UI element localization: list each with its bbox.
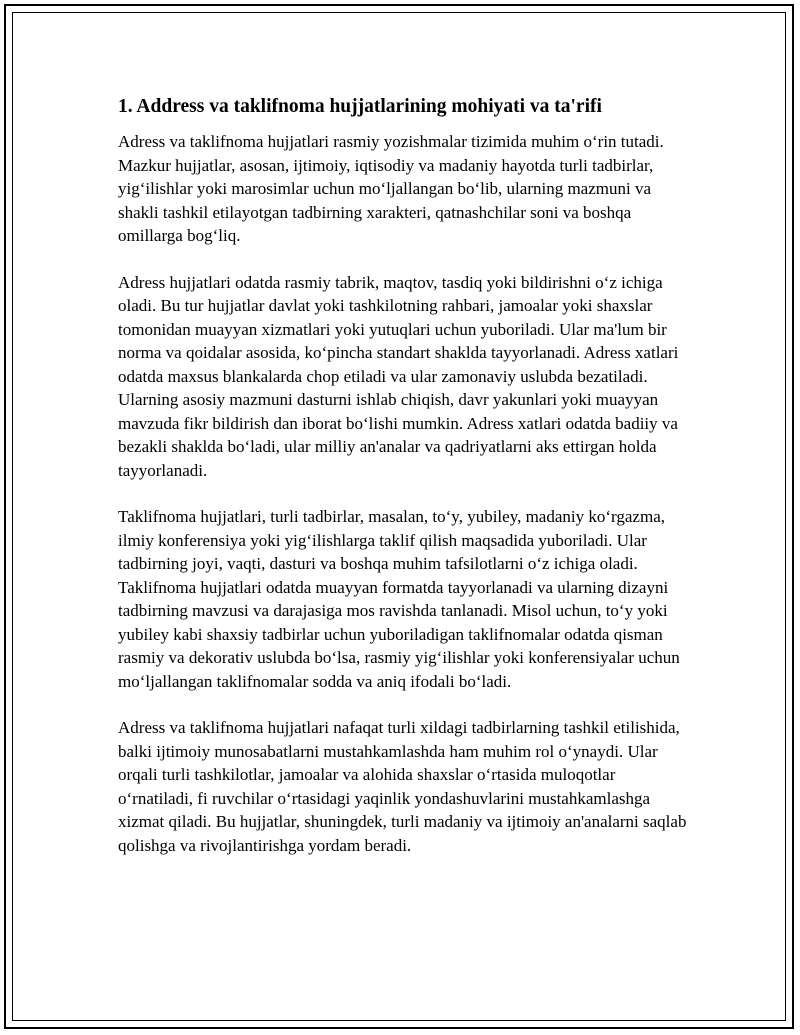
paragraph-3: Taklifnoma hujjatlari, turli tadbirlar, masalan, to‘y, yubiley, madaniy ko‘rgazma, ilmiy konferensiya yoki yig‘ilishlarga taklif qilish maqsadida yuboriladi. Ular tadbirning joyi, vaqti, dasturi va boshqa muhim tafsilotlarni o‘z ichiga oladi. Taklifnoma hujjatlari odatda muayyan formatda tayyorlanadi va ularning dizayni tadbirning mavzusi va darajasiga mos ravishda tanlanadi. Misol uchun, to‘y yoki yubiley kabi shaxsiy tadbirlar uchun yuboriladigan taklifnomalar odatda qisman rasmiy va dekorativ uslubda bo‘lsa, rasmiy yig‘ilishlar yoki konferensiyalar uchun mo‘ljallangan taklifnomalar sodda va aniq ifodali bo‘ladi. xyxy=(118,507,680,691)
paragraph-4: Adress va taklifnoma hujjatlari nafaqat turli xildagi tadbirlarning tashkil etilishida, balki ijtimoiy munosabatlarni mustahkamlashda ham muhim rol o‘ynaydi. Ular orqali turli tashkilotlar, jamoalar va alohida shaxslar o‘rtasida muloqotlar o‘rnatiladi, fi ruvchilar o‘rtasidagi yaqinlik yondashuvlarini mustahkamlashga xizmat qiladi. Bu hujjatlar, shuningdek, turli madaniy va ijtimoiy an'analarni saqlab qolishga va rivojlantirishga yordam beradi. xyxy=(118,718,687,855)
document-body xyxy=(118,94,690,880)
paragraph-1: Adress va taklifnoma hujjatlari rasmiy yozishmalar tizimida muhim o‘rin tutadi. Mazkur hujjatlar, asosan, ijtimoiy, iqtisodiy va madaniy hayotda turli tadbirlar, yig‘ilishlar yoki marosimlar uchun mo‘ljallangan bo‘lib, ularning mazmuni va shakli tashkil etilayotgan tadbirning xarakteri, qatnashchilar soni va boshqa omillarga bog‘liq. xyxy=(118,132,664,245)
paragraph-2: Adress hujjatlari odatda rasmiy tabrik, maqtov, tasdiq yoki bildirishni o‘z ichiga oladi. Bu tur hujjatlar davlat yoki tashkilotning rahbari, jamoalar yoki shaxslar tomonidan muayyan xizmatlari yoki yutuqlari uchun yuboriladi. Ular ma'lum bir norma va qoidalar asosida, ko‘pincha standart shaklda tayyorlanadi. Adress xatlari odatda maxsus blankalarda chop etiladi va ular zamonaviy uslubda bezatiladi. Ularning asosiy mazmuni dasturni ishlab chiqish, davr yakunlari yoki muayyan mavzuda fikr bildirish dan iborat bo‘lishi mumkin. Adress xatlari odatda badiiy va bezakli shaklda bo‘ladi, ular milliy an'analar va qadriyatlarni aks ettirgan holda tayyorlanadi. xyxy=(118,272,679,480)
section-heading: 1. Address va taklifnoma hujjatlarining mohiyati va ta'rifi xyxy=(118,96,602,117)
